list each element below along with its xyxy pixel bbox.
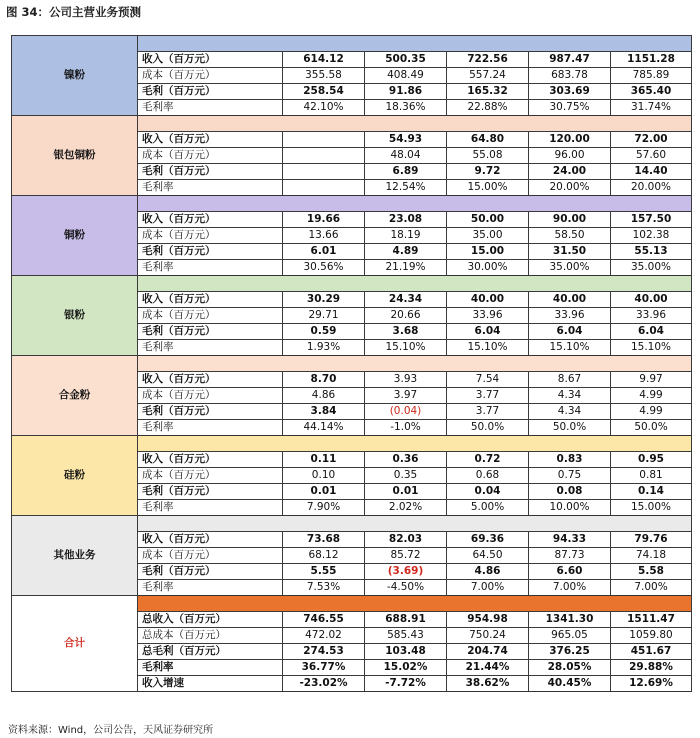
value-cell: 21.44% <box>447 660 529 676</box>
value-cell: 18.36% <box>365 100 447 116</box>
value-cell: 38.62% <box>447 676 529 692</box>
group-header-row <box>12 516 692 532</box>
value-cell: 0.01 <box>283 484 365 500</box>
row-label: 毛利（百万元） <box>138 164 283 180</box>
value-cell: 120.00 <box>529 132 611 148</box>
value-cell: 15.10% <box>529 340 611 356</box>
value-cell: 13.66 <box>283 228 365 244</box>
value-cell: 30.56% <box>283 260 365 276</box>
group-header-row <box>12 596 692 612</box>
value-cell: 6.04 <box>529 324 611 340</box>
group-color-band <box>138 196 692 212</box>
value-cell: 10.00% <box>529 500 611 516</box>
value-cell: 585.43 <box>365 628 447 644</box>
value-cell: 64.50 <box>447 548 529 564</box>
value-cell: 557.24 <box>447 68 529 84</box>
value-cell: 0.59 <box>283 324 365 340</box>
value-cell: 31.74% <box>611 100 692 116</box>
value-cell: 55.13 <box>611 244 692 260</box>
value-cell: 30.00% <box>447 260 529 276</box>
value-cell: 683.78 <box>529 68 611 84</box>
row-label: 成本（百万元） <box>138 308 283 324</box>
value-cell: 274.53 <box>283 644 365 660</box>
row-label: 收入（百万元） <box>138 52 283 68</box>
value-cell: 35.00% <box>611 260 692 276</box>
value-cell: 15.00 <box>447 244 529 260</box>
figure-title: 图 34：公司主营业务预测 <box>6 5 142 19</box>
value-cell: 20.00% <box>529 180 611 196</box>
value-cell: -23.02% <box>283 676 365 692</box>
group-color-band <box>138 36 692 52</box>
value-cell: 6.04 <box>611 324 692 340</box>
value-cell: 0.68 <box>447 468 529 484</box>
value-cell: 4.34 <box>529 388 611 404</box>
value-cell: 40.00 <box>447 292 529 308</box>
row-label: 收入（百万元） <box>138 532 283 548</box>
value-cell: 15.10% <box>447 340 529 356</box>
value-cell: 0.95 <box>611 452 692 468</box>
value-cell: 69.36 <box>447 532 529 548</box>
value-cell: 12.69% <box>611 676 692 692</box>
row-label: 毛利率 <box>138 420 283 436</box>
row-label: 总毛利（百万元） <box>138 644 283 660</box>
group-color-band <box>138 116 692 132</box>
value-cell: 6.60 <box>529 564 611 580</box>
value-cell: 35.00 <box>447 228 529 244</box>
value-cell: 303.69 <box>529 84 611 100</box>
value-cell: 33.96 <box>611 308 692 324</box>
value-cell: 3.93 <box>365 372 447 388</box>
value-cell: 82.03 <box>365 532 447 548</box>
value-cell: 204.74 <box>447 644 529 660</box>
value-cell: 30.75% <box>529 100 611 116</box>
group-color-band <box>138 436 692 452</box>
value-cell: 1511.47 <box>611 612 692 628</box>
value-cell: 376.25 <box>529 644 611 660</box>
value-cell: 96.00 <box>529 148 611 164</box>
value-cell: 19.66 <box>283 212 365 228</box>
value-cell: 58.50 <box>529 228 611 244</box>
category-name: 银包铜粉 <box>12 116 138 196</box>
value-cell: 73.68 <box>283 532 365 548</box>
value-cell: 8.70 <box>283 372 365 388</box>
value-cell: 28.05% <box>529 660 611 676</box>
value-cell: 42.10% <box>283 100 365 116</box>
value-cell: 4.34 <box>529 404 611 420</box>
value-cell: 1151.28 <box>611 52 692 68</box>
value-cell: -1.0% <box>365 420 447 436</box>
value-cell: 36.77% <box>283 660 365 676</box>
value-cell: 68.12 <box>283 548 365 564</box>
group-header-row <box>12 276 692 292</box>
value-cell: 0.04 <box>447 484 529 500</box>
value-cell: 50.0% <box>447 420 529 436</box>
row-label: 毛利率 <box>138 660 283 676</box>
value-cell: 7.00% <box>447 580 529 596</box>
value-cell: 20.00% <box>611 180 692 196</box>
value-cell: 8.67 <box>529 372 611 388</box>
row-label: 成本（百万元） <box>138 68 283 84</box>
value-cell: 33.96 <box>529 308 611 324</box>
value-cell: 4.99 <box>611 388 692 404</box>
value-cell: 50.0% <box>611 420 692 436</box>
row-label: 毛利率 <box>138 100 283 116</box>
value-cell: 103.48 <box>365 644 447 660</box>
value-cell: 48.04 <box>365 148 447 164</box>
value-cell: 365.40 <box>611 84 692 100</box>
value-cell: 0.36 <box>365 452 447 468</box>
value-cell: -7.72% <box>365 676 447 692</box>
value-cell: 22.88% <box>447 100 529 116</box>
value-cell: 15.10% <box>611 340 692 356</box>
category-name: 其他业务 <box>12 516 138 596</box>
value-cell: 5.00% <box>447 500 529 516</box>
value-cell: 90.00 <box>529 212 611 228</box>
value-cell: 954.98 <box>447 612 529 628</box>
value-cell: 91.86 <box>365 84 447 100</box>
value-cell: 3.68 <box>365 324 447 340</box>
row-label: 成本（百万元） <box>138 548 283 564</box>
row-label: 收入（百万元） <box>138 452 283 468</box>
value-cell: 965.05 <box>529 628 611 644</box>
value-cell: 15.00% <box>447 180 529 196</box>
value-cell <box>283 164 365 180</box>
value-cell: 35.00% <box>529 260 611 276</box>
value-cell: 9.97 <box>611 372 692 388</box>
value-cell: 29.88% <box>611 660 692 676</box>
value-cell: 4.86 <box>447 564 529 580</box>
group-header-row <box>12 436 692 452</box>
row-label: 收入（百万元） <box>138 372 283 388</box>
value-cell: 3.84 <box>283 404 365 420</box>
category-name: 镍粉 <box>12 36 138 116</box>
value-cell: 1.93% <box>283 340 365 356</box>
value-cell: 33.96 <box>447 308 529 324</box>
forecast-table <box>11 35 692 692</box>
row-label: 成本（百万元） <box>138 228 283 244</box>
value-cell: 94.33 <box>529 532 611 548</box>
value-cell: 12.54% <box>365 180 447 196</box>
category-name: 银粉 <box>12 276 138 356</box>
row-label: 成本（百万元） <box>138 388 283 404</box>
value-cell: 1341.30 <box>529 612 611 628</box>
value-cell: 500.35 <box>365 52 447 68</box>
row-label: 毛利（百万元） <box>138 324 283 340</box>
value-cell: 987.47 <box>529 52 611 68</box>
group-color-band <box>138 276 692 292</box>
group-color-band <box>138 356 692 372</box>
row-label: 收入（百万元） <box>138 212 283 228</box>
value-cell: 157.50 <box>611 212 692 228</box>
value-cell: 24.34 <box>365 292 447 308</box>
value-cell: 451.67 <box>611 644 692 660</box>
value-cell: 722.56 <box>447 52 529 68</box>
value-cell: 258.54 <box>283 84 365 100</box>
source-note: 资料来源：Wind，公司公告，天风证券研究所 <box>8 725 214 736</box>
value-cell: 23.08 <box>365 212 447 228</box>
group-header-row <box>12 36 692 52</box>
value-cell: 614.12 <box>283 52 365 68</box>
row-label: 毛利率 <box>138 580 283 596</box>
value-cell: 102.38 <box>611 228 692 244</box>
group-header-row <box>12 116 692 132</box>
value-cell: 165.32 <box>447 84 529 100</box>
value-cell: 87.73 <box>529 548 611 564</box>
value-cell: 1059.80 <box>611 628 692 644</box>
value-cell: 50.00 <box>447 212 529 228</box>
value-cell: 2.02% <box>365 500 447 516</box>
value-cell: 0.08 <box>529 484 611 500</box>
value-cell: 4.89 <box>365 244 447 260</box>
value-cell: -4.50% <box>365 580 447 596</box>
row-label: 收入增速 <box>138 676 283 692</box>
value-cell: 18.19 <box>365 228 447 244</box>
value-cell: 6.01 <box>283 244 365 260</box>
value-cell: 0.01 <box>365 484 447 500</box>
value-cell <box>283 148 365 164</box>
value-cell: 44.14% <box>283 420 365 436</box>
value-cell <box>283 132 365 148</box>
value-cell: 7.00% <box>529 580 611 596</box>
group-header-row <box>12 196 692 212</box>
value-cell: 74.18 <box>611 548 692 564</box>
row-label: 成本（百万元） <box>138 148 283 164</box>
value-cell: 3.77 <box>447 404 529 420</box>
row-label: 毛利率 <box>138 180 283 196</box>
value-cell: 0.11 <box>283 452 365 468</box>
value-cell: 40.45% <box>529 676 611 692</box>
value-cell: 355.58 <box>283 68 365 84</box>
row-label: 毛利率 <box>138 340 283 356</box>
value-cell <box>283 180 365 196</box>
value-cell: 54.93 <box>365 132 447 148</box>
row-label: 毛利（百万元） <box>138 404 283 420</box>
value-cell: 785.89 <box>611 68 692 84</box>
value-cell: 7.90% <box>283 500 365 516</box>
value-cell: 21.19% <box>365 260 447 276</box>
value-cell: 15.10% <box>365 340 447 356</box>
value-cell: 7.54 <box>447 372 529 388</box>
value-cell: 0.14 <box>611 484 692 500</box>
value-cell: 85.72 <box>365 548 447 564</box>
row-label: 收入（百万元） <box>138 292 283 308</box>
value-cell: 9.72 <box>447 164 529 180</box>
value-cell: 15.00% <box>611 500 692 516</box>
value-cell: 30.29 <box>283 292 365 308</box>
value-cell: 0.83 <box>529 452 611 468</box>
row-label: 毛利（百万元） <box>138 244 283 260</box>
value-cell: 40.00 <box>529 292 611 308</box>
row-label: 毛利（百万元） <box>138 484 283 500</box>
value-cell: 24.00 <box>529 164 611 180</box>
row-label: 毛利率 <box>138 500 283 516</box>
value-cell: 72.00 <box>611 132 692 148</box>
value-cell: 14.40 <box>611 164 692 180</box>
group-color-band <box>138 596 692 612</box>
value-cell: 4.86 <box>283 388 365 404</box>
row-label: 毛利（百万元） <box>138 564 283 580</box>
value-cell: 0.72 <box>447 452 529 468</box>
group-color-band <box>138 516 692 532</box>
value-cell: 0.10 <box>283 468 365 484</box>
value-cell: 31.50 <box>529 244 611 260</box>
value-cell: (0.04) <box>365 404 447 420</box>
row-label: 总收入（百万元） <box>138 612 283 628</box>
row-label: 毛利（百万元） <box>138 84 283 100</box>
value-cell: 5.55 <box>283 564 365 580</box>
value-cell: 57.60 <box>611 148 692 164</box>
value-cell: 4.99 <box>611 404 692 420</box>
value-cell: 750.24 <box>447 628 529 644</box>
value-cell: 29.71 <box>283 308 365 324</box>
value-cell: 408.49 <box>365 68 447 84</box>
value-cell: 6.89 <box>365 164 447 180</box>
value-cell: 6.04 <box>447 324 529 340</box>
value-cell: 3.77 <box>447 388 529 404</box>
value-cell: 40.00 <box>611 292 692 308</box>
value-cell: 3.97 <box>365 388 447 404</box>
value-cell: 746.55 <box>283 612 365 628</box>
value-cell: 7.53% <box>283 580 365 596</box>
value-cell: 0.75 <box>529 468 611 484</box>
value-cell: 688.91 <box>365 612 447 628</box>
category-name: 合金粉 <box>12 356 138 436</box>
category-name: 合计 <box>12 596 138 692</box>
value-cell: (3.69) <box>365 564 447 580</box>
value-cell: 472.02 <box>283 628 365 644</box>
value-cell: 79.76 <box>611 532 692 548</box>
group-header-row <box>12 356 692 372</box>
row-label: 成本（百万元） <box>138 468 283 484</box>
category-name: 铜粉 <box>12 196 138 276</box>
value-cell: 50.0% <box>529 420 611 436</box>
category-name: 硅粉 <box>12 436 138 516</box>
value-cell: 0.81 <box>611 468 692 484</box>
value-cell: 20.66 <box>365 308 447 324</box>
value-cell: 5.58 <box>611 564 692 580</box>
row-label: 收入（百万元） <box>138 132 283 148</box>
value-cell: 0.35 <box>365 468 447 484</box>
row-label: 总成本（百万元） <box>138 628 283 644</box>
value-cell: 64.80 <box>447 132 529 148</box>
value-cell: 7.00% <box>611 580 692 596</box>
value-cell: 15.02% <box>365 660 447 676</box>
row-label: 毛利率 <box>138 260 283 276</box>
value-cell: 55.08 <box>447 148 529 164</box>
